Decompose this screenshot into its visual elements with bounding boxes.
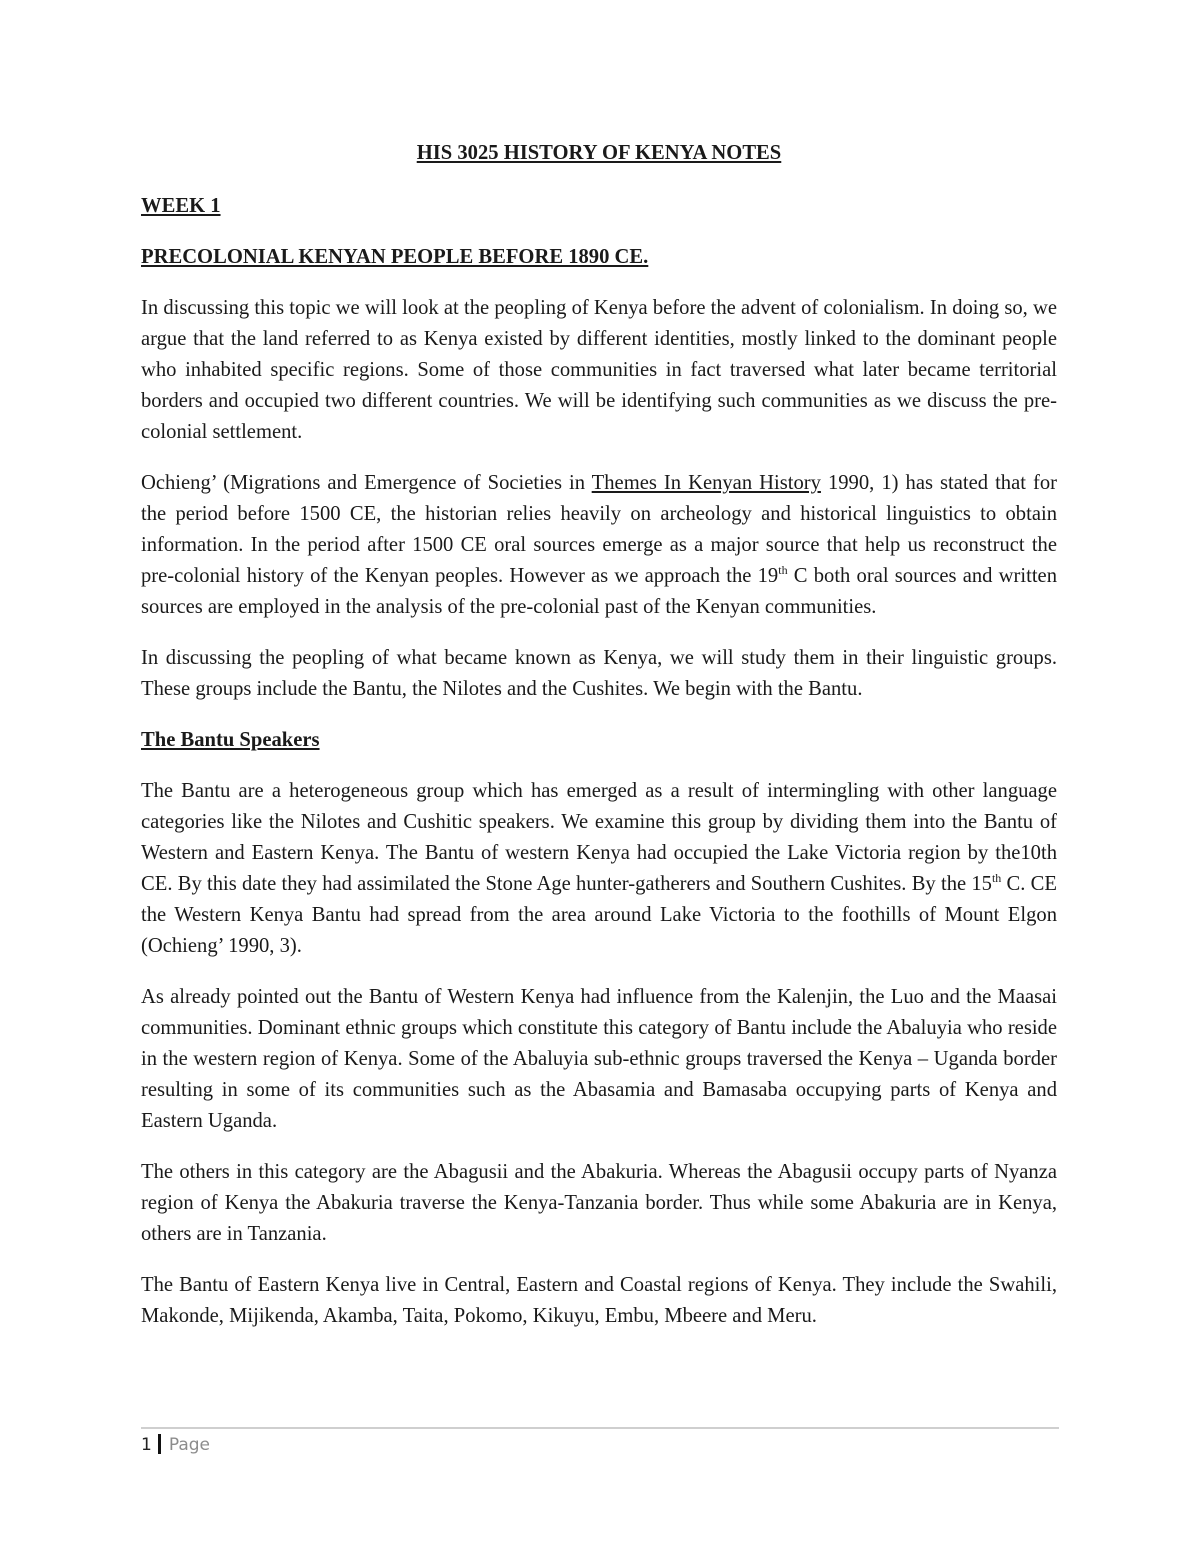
section-heading: PRECOLONIAL KENYAN PEOPLE BEFORE 1890 CE.: [141, 246, 649, 268]
paragraph-abagusii-abakuria: The others in this category are the Abagusii and the Abakuria. Whereas the Abagusii occupy parts of Nyanza region of Kenya the Abakuria traverse the Kenya-Tanzania border. Thus while some Abakuria are in Kenya, others are in Tanzania.: [141, 1161, 1057, 1245]
document-title: HIS 3025 HISTORY OF KENYA NOTES: [416, 142, 782, 164]
paragraph-eastern-bantu: The Bantu of Eastern Kenya live in Central, Eastern and Coastal regions of Kenya. They include the Swahili, Makonde, Mijikenda, Akamba, Taita, Pokomo, Kikuyu, Embu, Mbeere and Meru.: [141, 1274, 1057, 1327]
paragraph-sources-part-a: Ochieng’ (Migrations and Emergence of Societies in: [141, 472, 592, 494]
footer-separator: [158, 1434, 161, 1454]
paragraph-bantu-part-a: The Bantu are a heterogeneous group which has emerged as a result of intermingling with other language categories like the Nilotes and Cushitic speakers. We examine this group by dividing them into the Bantu of Western and Eastern Kenya. The Bantu of western Kenya had occupied the Lake Victoria region by the10th CE. By this date they had assimilated the Stone Age hunter-gatherers and Southern Cushites. By the 15: [141, 780, 1057, 895]
week-heading: WEEK 1: [141, 195, 221, 217]
paragraph-bantu-part-b: C. CE the Western Kenya Bantu had spread from the area around Lake Victoria to the foothills of Mount Elgon (Ochieng’ 1990, 3).: [141, 873, 1057, 957]
paragraph-western-bantu: As already pointed out the Bantu of Western Kenya had influence from the Kalenjin, the Luo and the Maasai communities. Dominant ethnic groups which constitute this category of Bantu include the Abaluyia who reside in the western region of Kenya. Some of the Abaluyia sub-ethnic groups traversed the Kenya – Uganda border resulting in some of its communities such as the Abasamia and Bamasaba occupying parts of Kenya and Eastern Uganda.: [141, 986, 1057, 1132]
bantu-speakers-heading: The Bantu Speakers: [141, 729, 320, 751]
paragraph-sources-part-c: C both oral sources and written sources are employed in the analysis of the pre-colonial past of the Kenyan communities.: [141, 565, 1057, 618]
page-footer: [141, 1432, 210, 1458]
page-label: Page: [168, 1435, 210, 1455]
paragraph-intro: In discussing this topic we will look at the peopling of Kenya before the advent of colonialism. In doing so, we argue that the land referred to as Kenya existed by different identities, mostly linked to the dominant people who inhabited specific regions. Some of those communities in fact traversed what later became territorial borders and occupied two different countries. We will be identifying such communities as we discuss the pre-colonial settlement.: [141, 297, 1057, 443]
superscript-th: th: [991, 871, 1002, 886]
footer-divider: [141, 1427, 1059, 1429]
page-content: [141, 138, 1057, 1352]
paragraph-sources: [141, 468, 1057, 623]
paragraph-linguistic-groups: In discussing the peopling of what became known as Kenya, we will study them in their linguistic groups. These groups include the Bantu, the Nilotes and the Cushites. We begin with the Bantu.: [141, 647, 1057, 700]
paragraph-bantu-overview: [141, 776, 1057, 962]
paragraph-sources-part-b: 1990, 1) has stated that for the period before 1500 CE, the historian relies heavily on archeology and historical linguistics to obtain information. In the period after 1500 CE oral sources emerge as a major source that help us reconstruct the pre-colonial history of the Kenyan peoples. However as we approach the 19: [141, 472, 1057, 587]
book-title-link: Themes In Kenyan History: [591, 472, 821, 494]
superscript-th: th: [778, 563, 788, 578]
page-number: 1: [141, 1435, 152, 1455]
